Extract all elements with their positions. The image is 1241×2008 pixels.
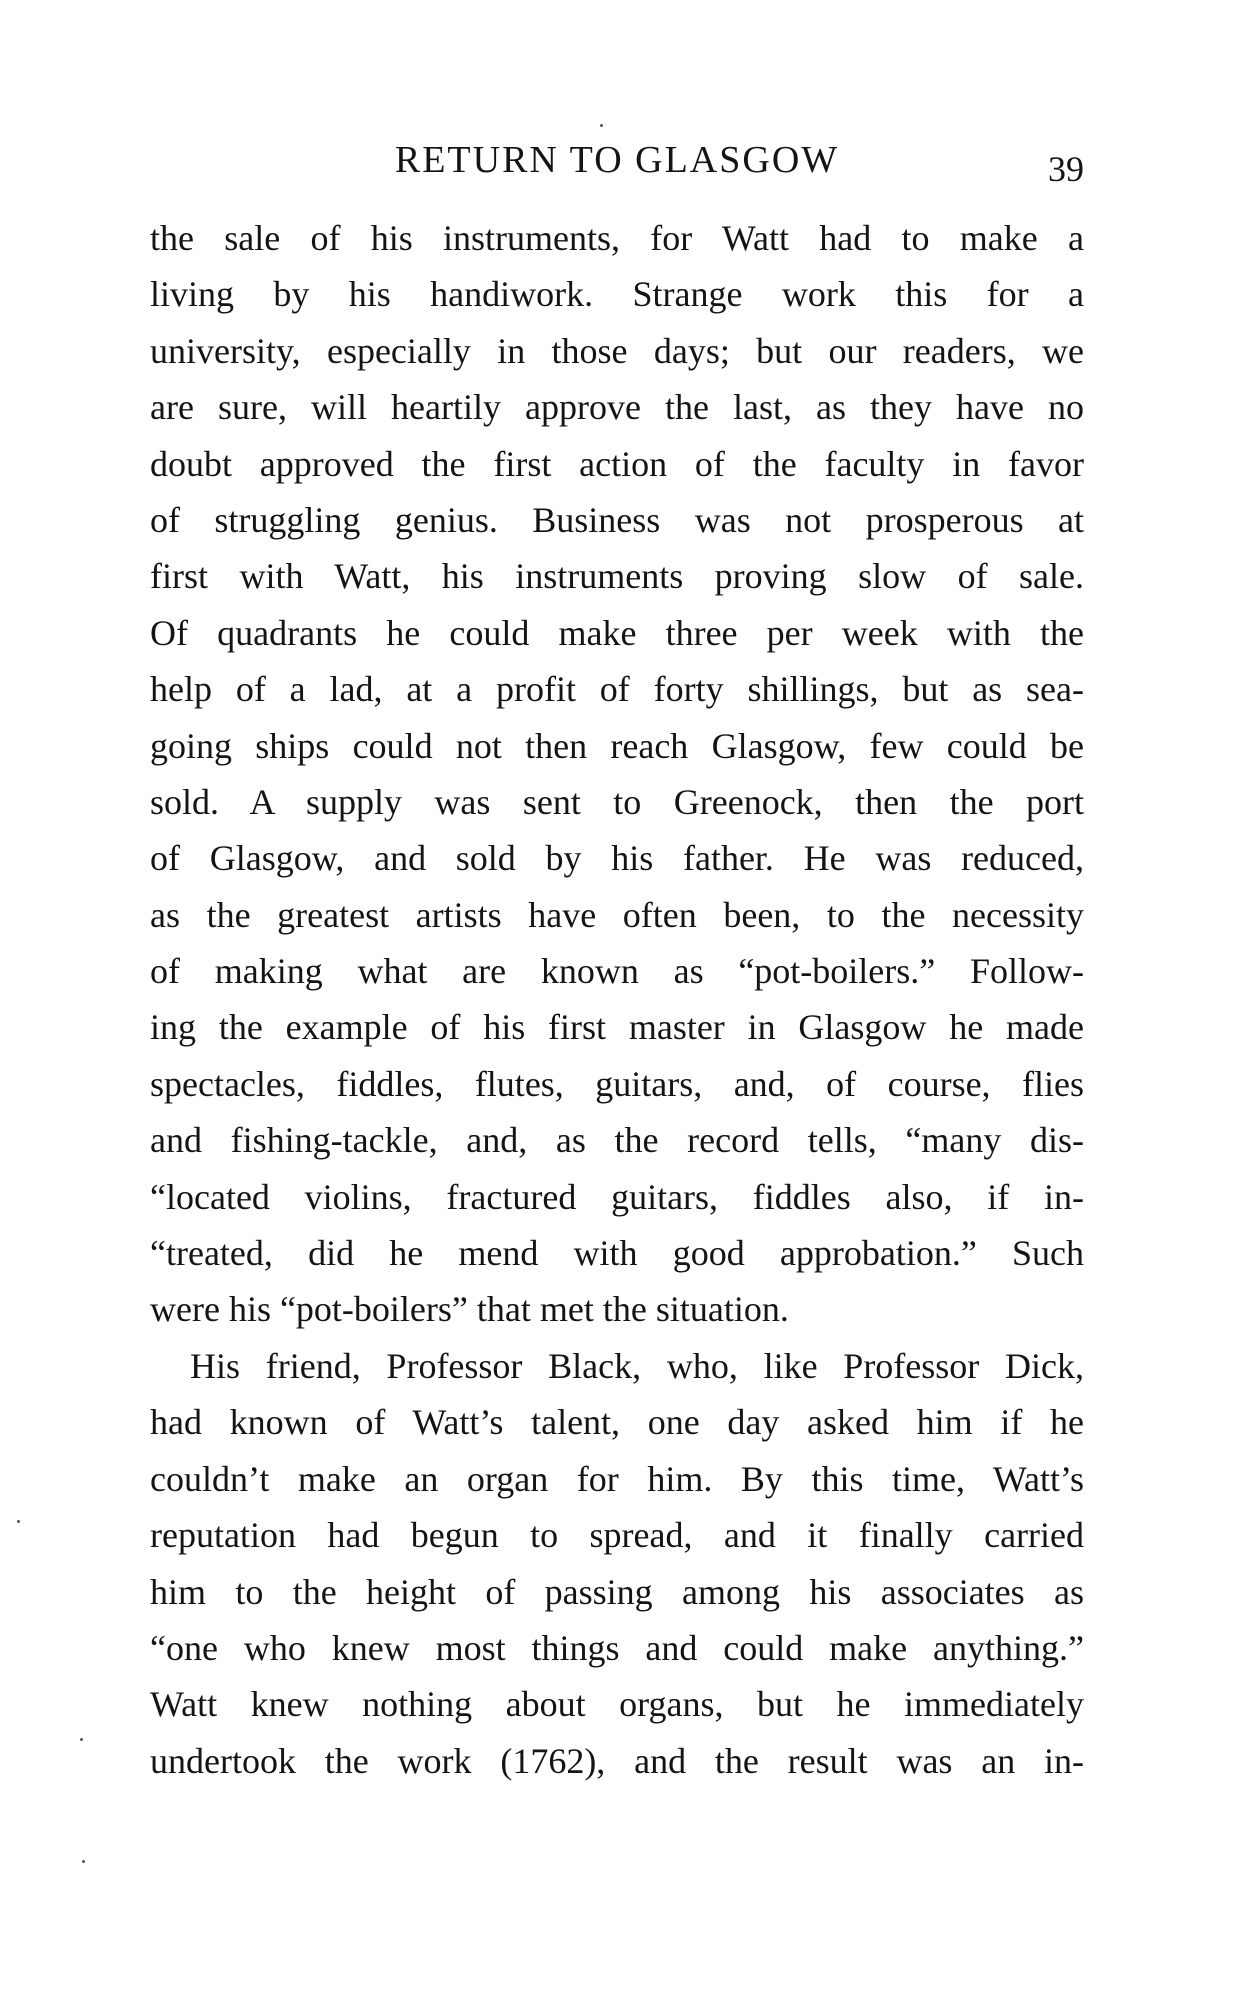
text-line: and fishing-tackle, and, as the record tells, “many dis- (150, 1120, 1084, 1161)
paragraph-2 (150, 1338, 1084, 1789)
paragraph-1 (150, 210, 1084, 1338)
text-line: undertook the work (1762), and the result was an in- (150, 1740, 1084, 1781)
text-line: “located violins, fractured guitars, fiddles also, if in- (150, 1176, 1084, 1217)
text-line: doubt approved the first action of the faculty in favor (150, 443, 1084, 484)
text-line: as the greatest artists have often been, to the necessity (150, 894, 1084, 935)
text-line: of making what are known as “pot-boilers.” Follow- (150, 951, 1084, 992)
text-line: His friend, Professor Black, who, like Professor Dick, (190, 1346, 1084, 1386)
page-number: 39 (1048, 149, 1084, 189)
text-line: help of a lad, at a profit of forty shillings, but as sea- (150, 669, 1084, 710)
scan-speck (80, 1738, 83, 1741)
running-head (150, 138, 1084, 188)
text-line: “treated, did he mend with good approbation.” Such (150, 1233, 1084, 1274)
text-line: living by his handiwork. Strange work this for a (150, 274, 1084, 315)
text-line: are sure, will heartily approve the last, as they have no (150, 387, 1084, 428)
text-line: Of quadrants he could make three per week with the (150, 612, 1084, 653)
text-line: Watt knew nothing about organs, but he immediately (150, 1684, 1084, 1725)
text-line: going ships could not then reach Glasgow, few could be (150, 725, 1084, 766)
running-title: RETURN TO GLASGOW (394, 139, 840, 181)
text-line: university, especially in those days; but our readers, we (150, 330, 1084, 371)
text-line: of struggling genius. Business was not prosperous at (150, 499, 1084, 540)
text-line: were his “pot-boilers” that met the situation. (150, 1289, 789, 1330)
text-line: first with Watt, his instruments proving slow of sale. (150, 556, 1084, 597)
text-line: reputation had begun to spread, and it finally carried (150, 1515, 1084, 1556)
scan-speck (600, 124, 603, 127)
scan-speck (82, 1860, 85, 1863)
text-line: “one who knew most things and could make anything.” (150, 1627, 1084, 1668)
text-line: him to the height of passing among his associates as (150, 1571, 1084, 1612)
text-line: the sale of his instruments, for Watt had to make a (150, 218, 1084, 258)
scan-speck (17, 1520, 20, 1523)
text-line: sold. A supply was sent to Greenock, then the port (150, 781, 1084, 822)
text-line: couldn’t make an organ for him. By this time, Watt’s (150, 1458, 1084, 1499)
text-line: ing the example of his first master in Glasgow he made (150, 1007, 1084, 1048)
text-line: had known of Watt’s talent, one day asked him if he (150, 1402, 1084, 1443)
text-line: spectacles, fiddles, flutes, guitars, and, of course, flies (150, 1063, 1084, 1104)
text-line: of Glasgow, and sold by his father. He was reduced, (150, 838, 1084, 879)
